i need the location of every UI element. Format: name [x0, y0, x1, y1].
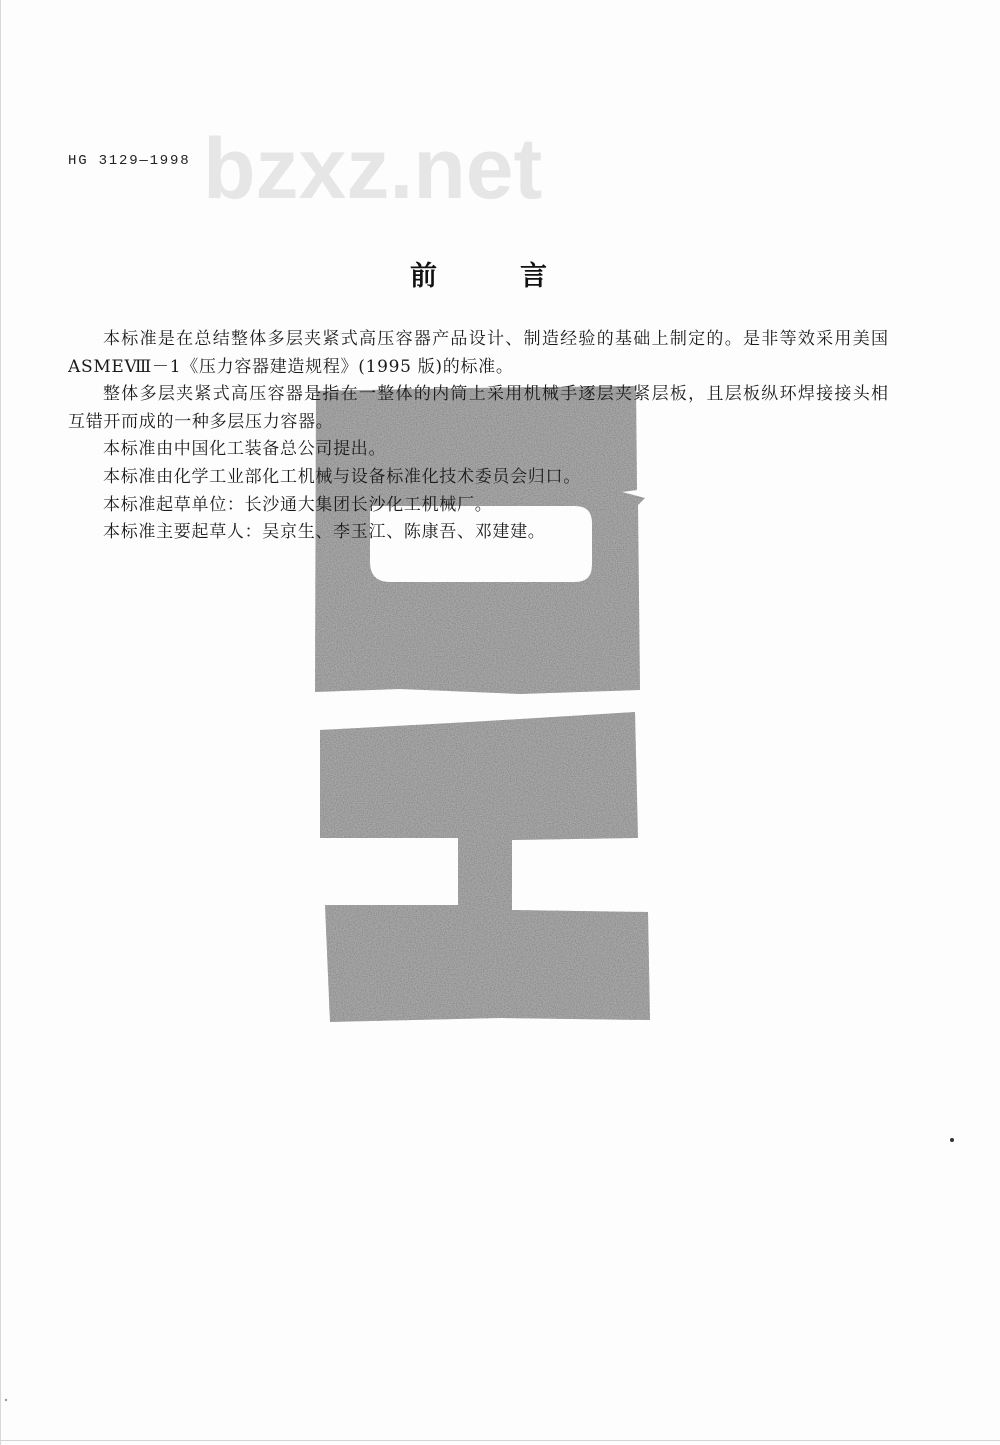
watermark: bzxz.net	[203, 121, 543, 217]
foreword-paragraph	[68, 464, 888, 492]
foreword-line: 本标准起草单位：长沙通大集团长沙化工机械厂。	[103, 494, 493, 515]
foreword-body	[68, 326, 888, 547]
scan-speck	[5, 1399, 7, 1401]
page-title: 前 言	[410, 261, 575, 292]
foreword-line: 互错开而成的一种多层压力容器。	[68, 411, 334, 432]
scan-speck	[950, 1138, 954, 1142]
foreword-paragraph	[68, 381, 888, 436]
foreword-paragraph	[68, 519, 888, 547]
standard-code: HG 3129—1998	[68, 153, 191, 169]
foreword-paragraph	[68, 492, 888, 520]
seal-shape-bottom	[320, 712, 650, 1022]
foreword-line: 整体多层夹紧式高压容器是指在一整体的内筒上采用机械手逐层夹紧层板，且层板纵环焊接接头相	[103, 384, 888, 405]
foreword-line: 本标准由中国化工装备总公司提出。	[103, 439, 387, 460]
foreword-paragraph	[68, 436, 888, 464]
foreword-line: 本标准主要起草人：吴京生、李玉江、陈康吾、邓建建。	[103, 522, 546, 543]
foreword-paragraph	[68, 326, 888, 381]
foreword-line: ASMEⅧ－1《压力容器建造规程》(1995 版)的标准。	[68, 356, 514, 377]
foreword-line: 本标准是在总结整体多层夹紧式高压容器产品设计、制造经验的基础上制定的。是非等效采用美国	[103, 329, 888, 349]
foreword-line: 本标准由化学工业部化工机械与设备标准化技术委员会归口。	[103, 466, 581, 487]
